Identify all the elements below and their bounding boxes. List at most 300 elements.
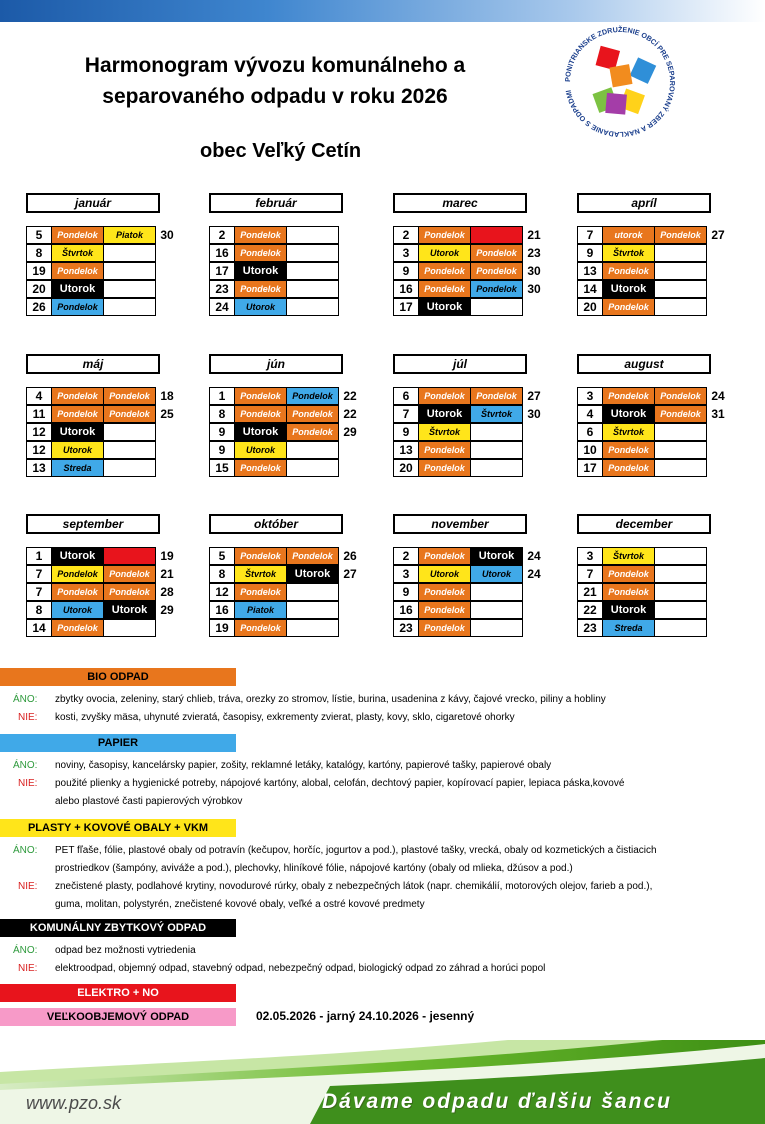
pickup-cell: Pondelok: [234, 244, 287, 262]
day-number: 12: [209, 583, 235, 601]
schedule-row: [209, 584, 369, 602]
day-number: 2: [393, 226, 419, 244]
pickup-cell: Utorok: [470, 547, 523, 565]
end-day-number: [155, 441, 179, 459]
pickup-cell: [103, 459, 156, 477]
pickup-cell: Pondelok: [602, 441, 655, 459]
pickup-cell: [103, 280, 156, 298]
pickup-cell: Pondelok: [418, 547, 471, 565]
pickup-cell: Štvrtok: [418, 423, 471, 441]
end-day-number: [706, 423, 730, 441]
komunal-nie-label: NIE:: [18, 963, 38, 974]
pickup-cell: [286, 441, 339, 459]
pickup-cell: Štvrtok: [602, 423, 655, 441]
pickup-cell: Streda: [602, 619, 655, 637]
pickup-cell: Pondelok: [51, 565, 104, 583]
day-number: 7: [26, 565, 52, 583]
plasty-nie-label: NIE:: [18, 881, 38, 892]
end-day-number: [706, 459, 730, 477]
end-day-number: [155, 280, 179, 298]
day-number: 3: [393, 244, 419, 262]
schedule-row: [393, 584, 553, 602]
pickup-cell: Pondelok: [418, 459, 471, 477]
pickup-cell: Štvrtok: [602, 547, 655, 565]
day-number: 2: [393, 547, 419, 565]
pickup-cell: Pondelok: [470, 244, 523, 262]
end-day-number: [155, 298, 179, 316]
month-name: apríl: [577, 193, 711, 213]
bulky-waste-dates: 02.05.2026 - jarný 24.10.2026 - jesenný: [256, 1009, 475, 1023]
month-7: [577, 354, 737, 478]
day-number: 15: [209, 459, 235, 477]
day-number: 10: [577, 441, 603, 459]
pickup-cell: Pondelok: [286, 387, 339, 405]
end-day-number: [522, 619, 546, 637]
end-day-number: [338, 619, 362, 637]
pickup-cell: Pondelok: [418, 387, 471, 405]
day-number: 8: [26, 244, 52, 262]
end-day-number: [338, 601, 362, 619]
day-number: 8: [209, 565, 235, 583]
pickup-cell: [103, 619, 156, 637]
pickup-cell: Štvrtok: [470, 405, 523, 423]
day-number: 23: [209, 280, 235, 298]
pickup-cell: [286, 619, 339, 637]
schedule-row: [393, 620, 553, 638]
slogan: Dávame odpadu ďalšiu šancu: [322, 1090, 672, 1113]
month-8: [26, 514, 186, 638]
pickup-cell: Pondelok: [234, 405, 287, 423]
month-name: október: [209, 514, 343, 534]
schedule-row: [577, 227, 737, 245]
schedule-row: [577, 548, 737, 566]
pickup-cell: Utorok: [602, 405, 655, 423]
day-number: 21: [577, 583, 603, 601]
pickup-cell: Pondelok: [286, 547, 339, 565]
month-4: [26, 354, 186, 478]
pickup-cell: Pondelok: [470, 262, 523, 280]
pickup-cell: [286, 244, 339, 262]
schedule-row: [393, 245, 553, 263]
schedule-row: [393, 263, 553, 281]
day-number: 7: [393, 405, 419, 423]
pickup-cell: Pondelok: [654, 226, 707, 244]
schedule-row: [577, 263, 737, 281]
pickup-cell: [654, 298, 707, 316]
papier-nie-text-2: alebo plastové časti papierových výrobkov: [55, 796, 243, 807]
day-number: 8: [209, 405, 235, 423]
pickup-cell: [470, 619, 523, 637]
end-day-number: 22: [343, 389, 357, 403]
schedule-row: [393, 566, 553, 584]
pickup-cell: Pondelok: [234, 387, 287, 405]
pickup-cell: Utorok: [51, 547, 104, 565]
pickup-cell: [470, 601, 523, 619]
month-9: [209, 514, 369, 638]
month-name: december: [577, 514, 711, 534]
plasty-header: PLASTY + KOVOVÉ OBALY + VKM: [0, 819, 236, 837]
schedule-row: [393, 299, 553, 317]
schedule-row: [26, 245, 186, 263]
schedule-row: [577, 566, 737, 584]
pickup-cell: Pondelok: [103, 583, 156, 601]
end-day-number: [706, 601, 730, 619]
end-day-number: [155, 262, 179, 280]
end-day-number: [155, 619, 179, 637]
schedule-row: [393, 406, 553, 424]
end-day-number: 24: [527, 549, 541, 563]
day-number: 7: [26, 583, 52, 601]
end-day-number: [338, 226, 362, 244]
pickup-cell: [654, 619, 707, 637]
end-day-number: 27: [711, 228, 725, 242]
day-number: 3: [577, 387, 603, 405]
pickup-cell: Pondelok: [286, 423, 339, 441]
schedule-row: [26, 620, 186, 638]
month-5: [209, 354, 369, 478]
bio-nie-label: NIE:: [18, 712, 38, 723]
schedule-row: [209, 406, 369, 424]
end-day-number: [338, 583, 362, 601]
pickup-cell: Utorok: [418, 565, 471, 583]
pickup-cell: [286, 601, 339, 619]
month-0: [26, 193, 186, 317]
plasty-ano-text-2: prostriedkov (šampóny, aviváže a pod.), plechovky, hliníkové fólie, nápojové kartóny (obaly od mlieka, džúsov a pod.): [55, 863, 573, 874]
day-number: 14: [577, 280, 603, 298]
day-number: 7: [577, 565, 603, 583]
month-name: marec: [393, 193, 527, 213]
pickup-cell: [286, 280, 339, 298]
pickup-cell: Utorok: [51, 441, 104, 459]
day-number: 12: [26, 441, 52, 459]
pickup-cell: [654, 262, 707, 280]
page-title: [40, 50, 510, 112]
day-number: 13: [577, 262, 603, 280]
logo-square-purple: [605, 93, 627, 115]
pickup-cell: Pondelok: [51, 387, 104, 405]
pickup-cell: [654, 547, 707, 565]
schedule-row: [577, 620, 737, 638]
day-number: 19: [209, 619, 235, 637]
day-number: 20: [26, 280, 52, 298]
pickup-cell: Utorok: [234, 423, 287, 441]
pickup-cell: Pondelok: [418, 262, 471, 280]
pickup-cell: Pondelok: [51, 619, 104, 637]
day-number: 6: [577, 423, 603, 441]
pickup-cell: Utorok: [103, 601, 156, 619]
schedule-row: [393, 602, 553, 620]
schedule-row: [26, 263, 186, 281]
pickup-cell: Pondelok: [418, 280, 471, 298]
day-number: 9: [393, 583, 419, 601]
end-day-number: [338, 280, 362, 298]
plasty-nie-text-1: znečistené plasty, podlahové krytiny, novodurové rúrky, obaly z nebezpečných látok (napr. chemikálií, motorových olejov, farieb a pod.),: [55, 881, 653, 892]
end-day-number: 27: [343, 567, 357, 581]
day-number: 22: [577, 601, 603, 619]
bio-ano-text: zbytky ovocia, zeleniny, starý chlieb, tráva, orezky zo stromov, lístie, burina, usadenina z kávy, čajové vrecko, piliny a hobliny: [55, 694, 606, 705]
pickup-cell: [103, 244, 156, 262]
end-day-number: [338, 244, 362, 262]
pickup-cell: Pondelok: [234, 459, 287, 477]
pickup-cell: [654, 601, 707, 619]
month-name: január: [26, 193, 160, 213]
day-number: 2: [209, 226, 235, 244]
schedule-row: [26, 281, 186, 299]
pickup-cell: [470, 459, 523, 477]
pickup-cell: Pondelok: [286, 405, 339, 423]
pickup-cell: [286, 226, 339, 244]
title-line-1: Harmonogram vývozu komunálneho a: [84, 54, 466, 77]
pickup-cell: Pondelok: [234, 226, 287, 244]
pickup-cell: Utorok: [286, 565, 339, 583]
pickup-cell: Pondelok: [103, 565, 156, 583]
schedule-row: [209, 281, 369, 299]
end-day-number: 30: [160, 228, 174, 242]
end-day-number: [522, 423, 546, 441]
end-day-number: 24: [711, 389, 725, 403]
end-day-number: 29: [160, 603, 174, 617]
schedule-row: [209, 424, 369, 442]
day-number: 5: [26, 226, 52, 244]
day-number: 17: [393, 298, 419, 316]
month-name: november: [393, 514, 527, 534]
schedule-row: [209, 460, 369, 478]
end-day-number: [338, 441, 362, 459]
elektro-header: ELEKTRO + NO: [0, 984, 236, 1002]
month-3: [577, 193, 737, 317]
pickup-cell: [103, 262, 156, 280]
pickup-cell: Štvrtok: [602, 244, 655, 262]
pickup-cell: Pondelok: [602, 583, 655, 601]
pickup-cell: [654, 244, 707, 262]
papier-header: PAPIER: [0, 734, 236, 752]
end-day-number: [706, 565, 730, 583]
schedule-row: [26, 227, 186, 245]
pickup-cell: Utorok: [234, 298, 287, 316]
pickup-cell: [470, 423, 523, 441]
end-day-number: 18: [160, 389, 174, 403]
schedule-row: [209, 566, 369, 584]
end-day-number: [338, 262, 362, 280]
pickup-cell: Utorok: [234, 441, 287, 459]
pickup-cell: Utorok: [470, 565, 523, 583]
pickup-cell: [470, 298, 523, 316]
day-number: 24: [209, 298, 235, 316]
schedule-row: [577, 424, 737, 442]
schedule-row: [577, 460, 737, 478]
day-number: 1: [26, 547, 52, 565]
pickup-cell: Utorok: [418, 244, 471, 262]
pickup-cell: Piatok: [103, 226, 156, 244]
papier-ano-text: noviny, časopisy, kancelársky papier, zošity, reklamné letáky, katalógy, kartóny, papierové tašky, papierové obaly: [55, 760, 552, 771]
pickup-cell: Pondelok: [418, 226, 471, 244]
end-day-number: 26: [343, 549, 357, 563]
pickup-cell: Pondelok: [418, 601, 471, 619]
bio-nie-text: kosti, zvyšky mäsa, uhynuté zvieratá, časopisy, exkrementy zvierat, plasty, kovy, sklo, cigaretové ohorky: [55, 712, 515, 723]
schedule-row: [26, 406, 186, 424]
month-name: august: [577, 354, 711, 374]
pickup-cell: [654, 280, 707, 298]
schedule-row: [209, 388, 369, 406]
schedule-row: [577, 442, 737, 460]
pickup-cell: Pondelok: [602, 565, 655, 583]
end-day-number: 22: [343, 407, 357, 421]
pickup-cell: Utorok: [418, 405, 471, 423]
pickup-cell: [286, 583, 339, 601]
end-day-number: [522, 459, 546, 477]
month-name: máj: [26, 354, 160, 374]
day-number: 16: [209, 244, 235, 262]
logo-square-orange: [609, 64, 632, 87]
pickup-cell: Utorok: [602, 280, 655, 298]
pickup-cell: Utorok: [602, 601, 655, 619]
schedule-row: [209, 620, 369, 638]
pickup-cell: Pondelok: [51, 405, 104, 423]
day-number: 23: [577, 619, 603, 637]
end-day-number: [338, 459, 362, 477]
pickup-cell: Pondelok: [103, 387, 156, 405]
schedule-row: [26, 602, 186, 620]
pickup-cell: Pondelok: [418, 619, 471, 637]
schedule-row: [26, 442, 186, 460]
schedule-row: [26, 584, 186, 602]
pickup-cell: [103, 441, 156, 459]
day-number: 6: [393, 387, 419, 405]
pickup-cell: [103, 423, 156, 441]
pickup-cell: Pondelok: [234, 583, 287, 601]
end-day-number: [522, 441, 546, 459]
end-day-number: [338, 298, 362, 316]
pickup-cell: Pondelok: [602, 459, 655, 477]
pickup-cell: Utorok: [418, 298, 471, 316]
end-day-number: 24: [527, 567, 541, 581]
end-day-number: 21: [527, 228, 541, 242]
schedule-row: [393, 460, 553, 478]
schedule-row: [26, 566, 186, 584]
month-6: [393, 354, 553, 478]
end-day-number: 30: [527, 264, 541, 278]
bio-header: BIO ODPAD: [0, 668, 236, 686]
day-number: 14: [26, 619, 52, 637]
pickup-cell: Pondelok: [234, 280, 287, 298]
schedule-row: [209, 442, 369, 460]
end-day-number: [706, 262, 730, 280]
pickup-cell: [286, 262, 339, 280]
month-1: [209, 193, 369, 317]
day-number: 23: [393, 619, 419, 637]
day-number: 9: [209, 441, 235, 459]
day-number: 8: [26, 601, 52, 619]
bio-ano-label: ÁNO:: [13, 694, 38, 705]
day-number: 5: [209, 547, 235, 565]
month-11: [577, 514, 737, 638]
day-number: 11: [26, 405, 52, 423]
komunal-ano-text: odpad bez možnosti vytriedenia: [55, 945, 196, 956]
end-day-number: [522, 601, 546, 619]
end-day-number: [155, 423, 179, 441]
end-day-number: [706, 244, 730, 262]
plasty-ano-label: ÁNO:: [13, 845, 38, 856]
end-day-number: 30: [527, 282, 541, 296]
day-number: 16: [209, 601, 235, 619]
plasty-ano-text-1: PET fľaše, fólie, plastové obaly od potravín (kečupov, horčíc, jogurtov a pod.), plastové tašky, vrecká, obaly od kozmetických a čistiacich: [55, 845, 657, 856]
schedule-row: [26, 388, 186, 406]
pickup-cell: Pondelok: [234, 619, 287, 637]
pickup-cell: Pondelok: [602, 262, 655, 280]
month-name: september: [26, 514, 160, 534]
pickup-cell: Pondelok: [654, 405, 707, 423]
pickup-cell: [470, 226, 523, 244]
month-name: jún: [209, 354, 343, 374]
schedule-row: [26, 460, 186, 478]
pickup-cell: [103, 547, 156, 565]
day-number: 13: [393, 441, 419, 459]
schedule-row: [577, 584, 737, 602]
pickup-cell: Pondelok: [418, 441, 471, 459]
pickup-cell: Utorok: [51, 280, 104, 298]
municipality-name: obec Veľký Cetín: [200, 140, 362, 162]
pickup-cell: Štvrtok: [51, 244, 104, 262]
end-day-number: [706, 583, 730, 601]
schedule-row: [393, 442, 553, 460]
schedule-row: [577, 281, 737, 299]
schedule-row: [577, 245, 737, 263]
schedule-row: [393, 388, 553, 406]
pickup-cell: Pondelok: [418, 583, 471, 601]
pickup-cell: Pondelok: [51, 298, 104, 316]
pickup-cell: Pondelok: [470, 387, 523, 405]
schedule-row: [577, 406, 737, 424]
end-day-number: [706, 441, 730, 459]
day-number: 16: [393, 280, 419, 298]
day-number: 4: [577, 405, 603, 423]
logo-text: PONITRIANSKE ZDRUŽENIE OBCÍ PRE SEPAROVANÝ ZBER A NAKLADANIE S ODPADMI: [562, 24, 678, 140]
pickup-cell: utorok: [602, 226, 655, 244]
pzo-logo: [560, 22, 680, 142]
day-number: 17: [209, 262, 235, 280]
day-number: 3: [393, 565, 419, 583]
pickup-cell: Utorok: [234, 262, 287, 280]
pickup-cell: Pondelok: [602, 298, 655, 316]
pickup-cell: [654, 565, 707, 583]
end-day-number: [522, 298, 546, 316]
end-day-number: 28: [160, 585, 174, 599]
schedule-row: [209, 299, 369, 317]
month-10: [393, 514, 553, 638]
pickup-cell: Pondelok: [602, 387, 655, 405]
end-day-number: [155, 459, 179, 477]
schedule-row: [209, 602, 369, 620]
pickup-cell: [470, 583, 523, 601]
end-day-number: 25: [160, 407, 174, 421]
komunal-ano-label: ÁNO:: [13, 945, 38, 956]
schedule-row: [26, 299, 186, 317]
website-link[interactable]: www.pzo.sk: [26, 1093, 122, 1113]
pickup-cell: Pondelok: [654, 387, 707, 405]
schedule-row: [577, 299, 737, 317]
end-day-number: [706, 547, 730, 565]
day-number: 17: [577, 459, 603, 477]
day-number: 19: [26, 262, 52, 280]
day-number: 20: [577, 298, 603, 316]
pickup-cell: Streda: [51, 459, 104, 477]
schedule-row: [393, 548, 553, 566]
end-day-number: 31: [711, 407, 725, 421]
day-number: 26: [26, 298, 52, 316]
pickup-cell: Pondelok: [470, 280, 523, 298]
schedule-row: [209, 263, 369, 281]
day-number: 12: [26, 423, 52, 441]
